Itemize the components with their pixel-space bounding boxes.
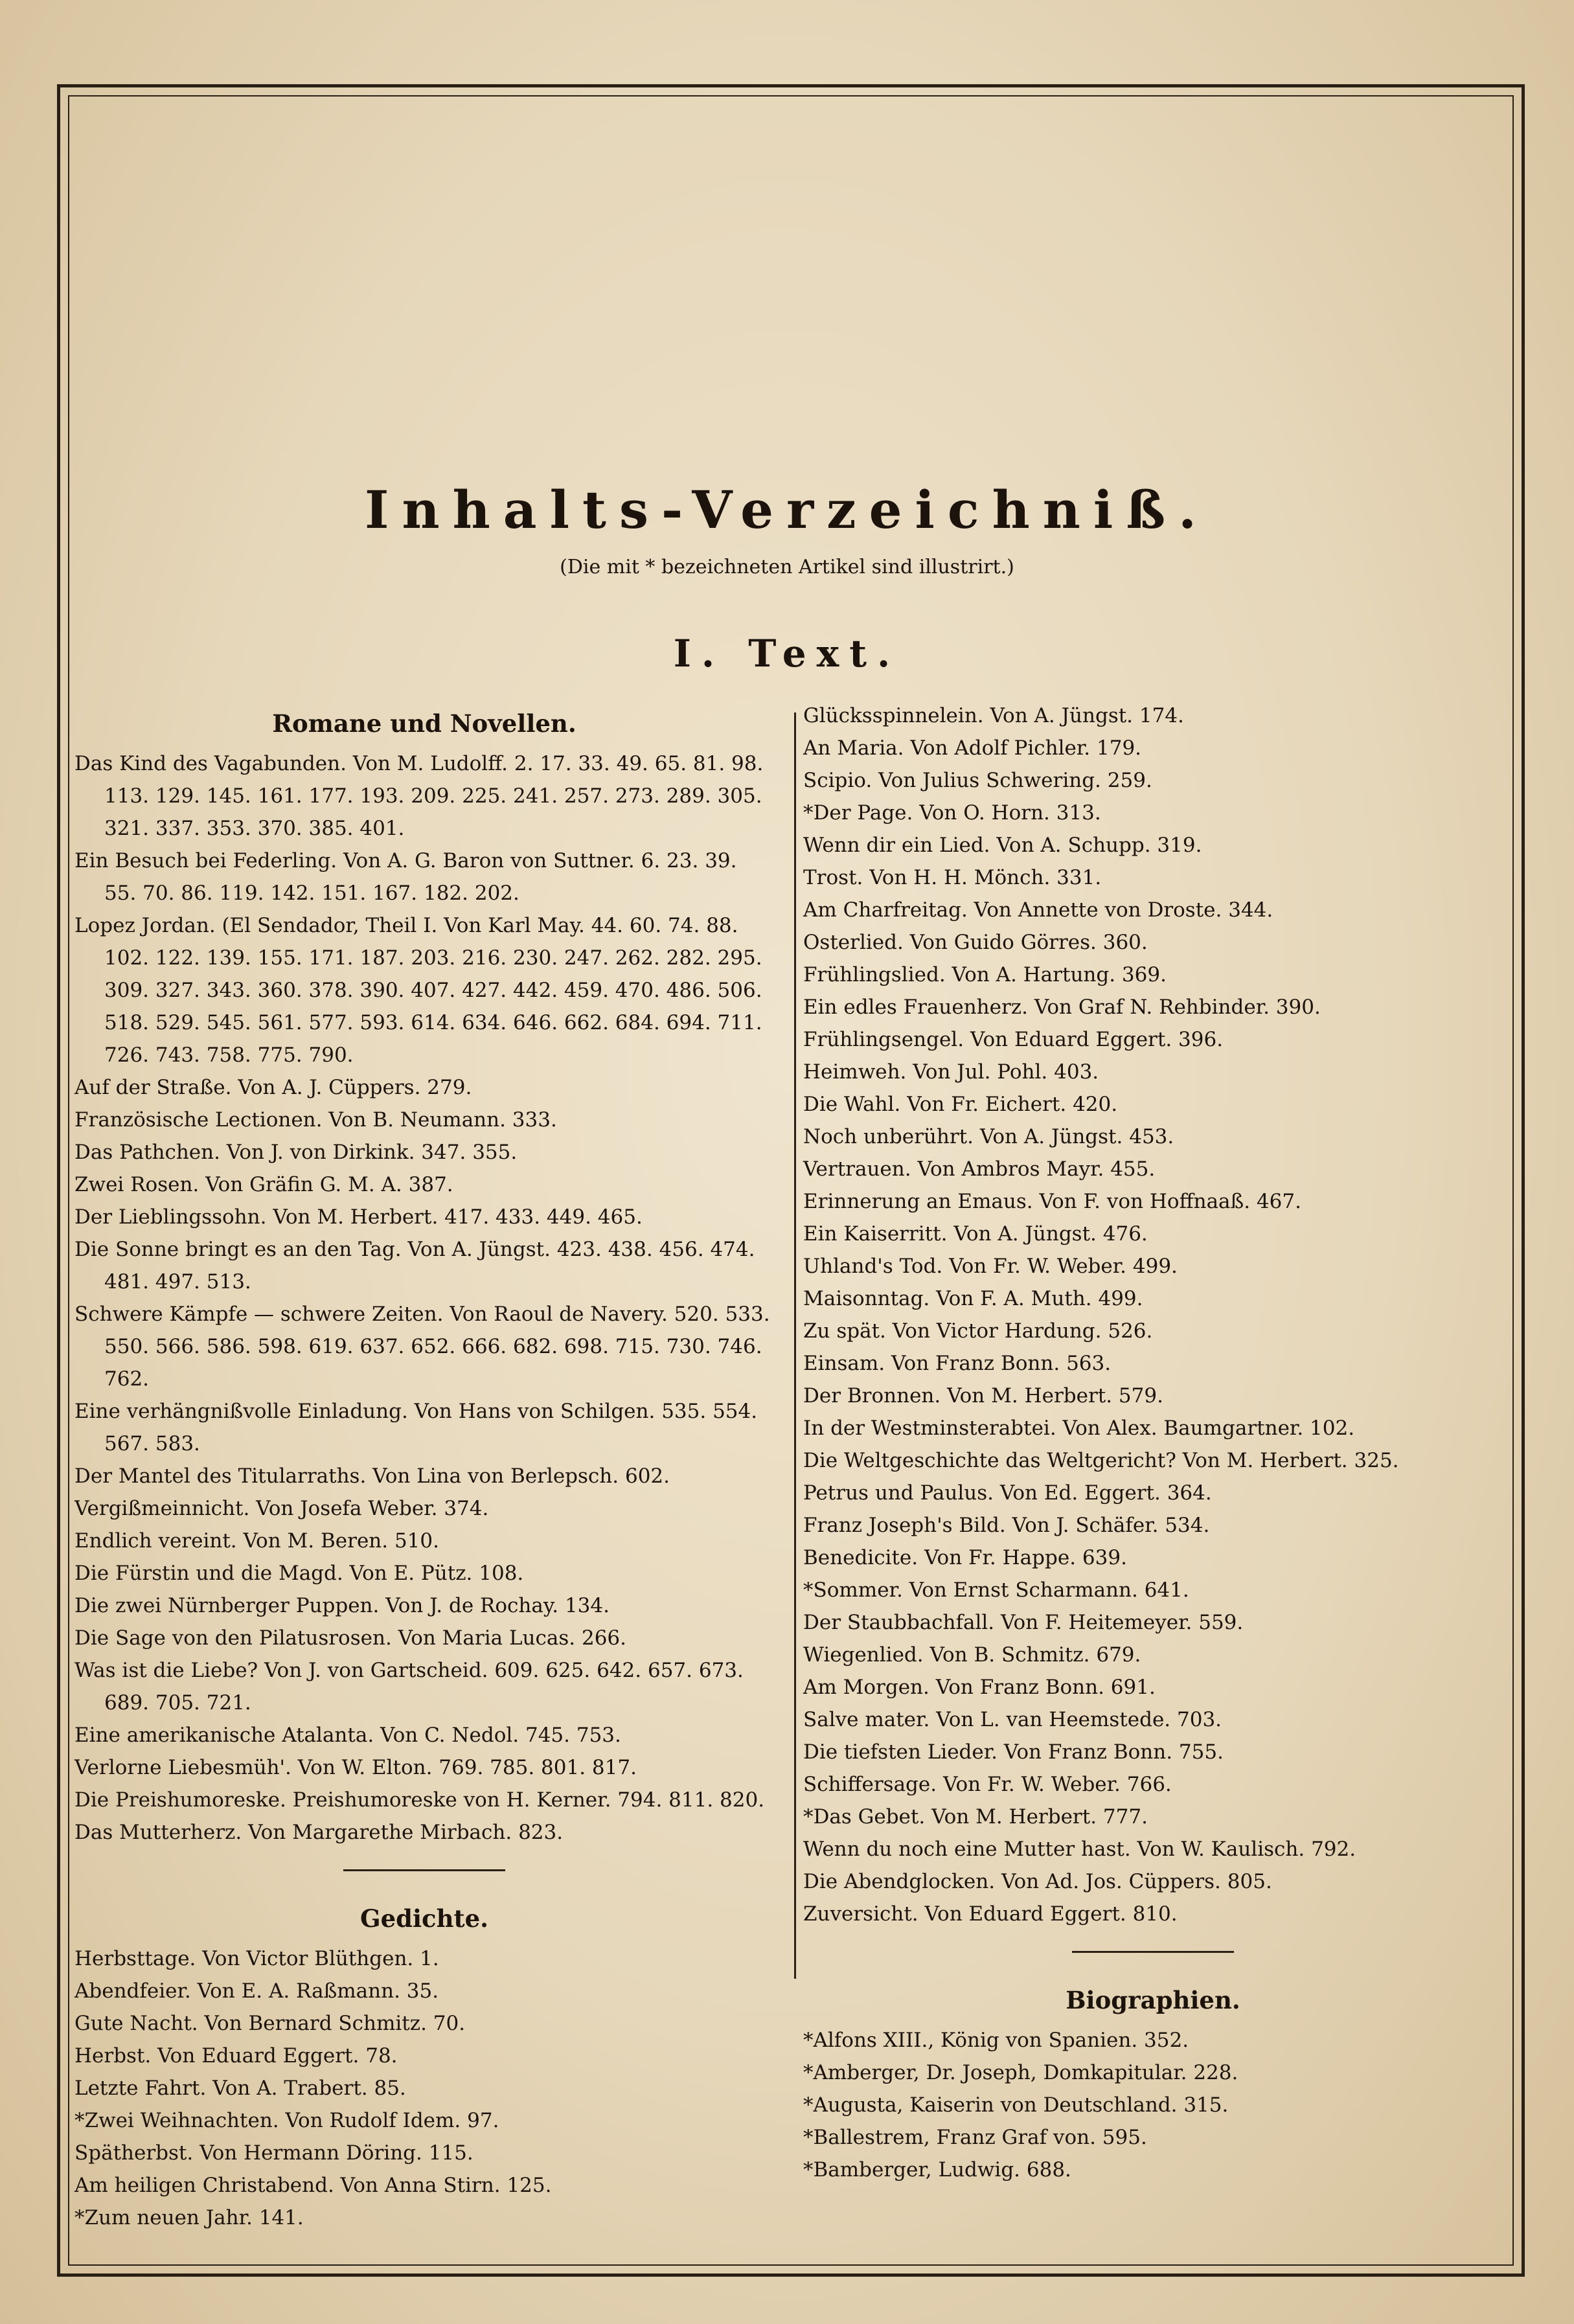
toc-entry: Franz Joseph's Bild. Von J. Schäfer. 534. [803, 1514, 1210, 1537]
toc-entry: Frühlingsengel. Von Eduard Eggert. 396. [803, 1028, 1224, 1051]
toc-entry: Die Weltgeschichte das Weltgericht? Von M. Herbert. 325. [803, 1449, 1399, 1472]
toc-entry: Salve mater. Von L. van Heemstede. 703. [803, 1708, 1222, 1731]
toc-entry: Herbst. Von Eduard Eggert. 78. [74, 2044, 398, 2068]
toc-entry: Verlorne Liebesmüh'. Von W. Elton. 769. 785. 801. 817. [74, 1756, 637, 1779]
toc-entry: Wiegenlied. Von B. Schmitz. 679. [803, 1643, 1141, 1667]
right-column [803, 700, 1503, 2186]
toc-entry: Die Preishumoreske. Preishumoreske von H. Kerner. 794. 811. 820. [74, 1788, 765, 1812]
toc-entry: Die Wahl. Von Fr. Eichert. 420. [803, 1093, 1118, 1116]
toc-entry: An Maria. Von Adolf Pichler. 179. [803, 736, 1142, 760]
toc-entry: Am Morgen. Von Franz Bonn. 691. [803, 1676, 1156, 1699]
page-title: Inhalts-Verzeichniß. [365, 479, 1209, 540]
toc-entry: Der Bronnen. Von M. Herbert. 579. [803, 1384, 1163, 1407]
section-heading-biographien: Biographien. [1066, 1986, 1240, 2014]
toc-entry: Das Kind des Vagabunden. Von M. Ludolff. 2. 17. 33. 49. 65. 81. 98. 113. 129. 145. 161. 177. 193. 209. 225. 241. 257. 273. 289. 305. 321. 337. 353. 370. 385. 401. [74, 752, 764, 840]
toc-entry: Vergißmeinnicht. Von Josefa Weber. 374. [74, 1497, 489, 1520]
toc-entry: *Zwei Weihnachten. Von Rudolf Idem. 97. [74, 2109, 499, 2132]
toc-entry: *Amberger, Dr. Joseph, Domkapitular. 228. [803, 2061, 1238, 2084]
toc-entry: Osterlied. Von Guido Görres. 360. [803, 931, 1148, 954]
biographien-list [803, 2024, 1503, 2186]
toc-entry: Vertrauen. Von Ambros Mayr. 455. [803, 1157, 1156, 1181]
page-subtitle: (Die mit * bezeichneten Artikel sind illustrirt.) [560, 556, 1014, 578]
toc-entry: Ein Kaiserritt. Von A. Jüngst. 476. [803, 1222, 1148, 1246]
toc-entry: Das Mutterherz. Von Margarethe Mirbach. 823. [74, 1821, 564, 1844]
toc-entry: Letzte Fahrt. Von A. Trabert. 85. [74, 2077, 406, 2100]
left-column [74, 700, 774, 2234]
toc-entry: Noch unberührt. Von A. Jüngst. 453. [803, 1125, 1174, 1148]
toc-entry: Spätherbst. Von Hermann Döring. 115. [74, 2141, 473, 2165]
toc-entry: Wenn du noch eine Mutter hast. Von W. Kaulisch. 792. [803, 1838, 1356, 1861]
column-divider [794, 712, 796, 1979]
toc-entry: Am heiligen Christabend. Von Anna Stirn. 125. [74, 2174, 552, 2197]
toc-entry: Der Staubbachfall. Von F. Heitemeyer. 559. [803, 1611, 1244, 1634]
toc-entry: Die tiefsten Lieder. Von Franz Bonn. 755. [803, 1740, 1224, 1764]
romane-list [74, 747, 774, 1849]
toc-entry: Eine amerikanische Atalanta. Von C. Nedol. 745. 753. [74, 1724, 621, 1747]
toc-entry: *Sommer. Von Ernst Scharmann. 641. [803, 1578, 1189, 1602]
toc-entry: Scipio. Von Julius Schwering. 259. [803, 769, 1152, 792]
toc-entry: Petrus und Paulus. Von Ed. Eggert. 364. [803, 1481, 1212, 1505]
toc-entry: Auf der Straße. Von A. J. Cüppers. 279. [74, 1076, 472, 1099]
gedichte-list [74, 1942, 774, 2234]
toc-entry: Frühlingslied. Von A. Hartung. 369. [803, 963, 1167, 986]
toc-entry: *Alfons XIII., König von Spanien. 352. [803, 2029, 1189, 2052]
toc-entry: Benedicite. Von Fr. Happe. 639. [803, 1546, 1127, 1569]
toc-entry: In der Westminsterabtei. Von Alex. Baumgartner. 102. [803, 1417, 1355, 1440]
toc-entry: Maisonntag. Von F. A. Muth. 499. [803, 1287, 1143, 1310]
toc-entry: Zuversicht. Von Eduard Eggert. 810. [803, 1902, 1178, 1926]
toc-entry: Zwei Rosen. Von Gräfin G. M. A. 387. [74, 1173, 453, 1196]
toc-entry: *Ballestrem, Franz Graf von. 595. [803, 2126, 1147, 2149]
toc-entry: Erinnerung an Emaus. Von F. von Hoffnaaß. 467. [803, 1190, 1301, 1213]
toc-entry: Heimweh. Von Jul. Pohl. 403. [803, 1060, 1099, 1084]
toc-entry: Die Abendglocken. Von Ad. Jos. Cüppers. 805. [803, 1870, 1272, 1893]
toc-entry: *Das Gebet. Von M. Herbert. 777. [803, 1805, 1148, 1828]
toc-entry: Glücksspinnelein. Von A. Jüngst. 174. [803, 704, 1184, 727]
toc-entry: Uhland's Tod. Von Fr. W. Weber. 499. [803, 1255, 1178, 1278]
toc-entry: Der Lieblingssohn. Von M. Herbert. 417. 433. 449. 465. [74, 1205, 643, 1229]
toc-entry: Die zwei Nürnberger Puppen. Von J. de Rochay. 134. [74, 1594, 610, 1617]
toc-entry: *Bamberger, Ludwig. 688. [803, 2158, 1071, 2182]
section-rule [343, 1869, 505, 1871]
gedichte-continued-list [803, 700, 1503, 1930]
toc-entry: Zu spät. Von Victor Hardung. 526. [803, 1319, 1153, 1343]
toc-entry: Schiffersage. Von Fr. W. Weber. 766. [803, 1773, 1172, 1796]
toc-entry: Die Sage von den Pilatusrosen. Von Maria Lucas. 266. [74, 1626, 627, 1650]
part-heading: I. Text. [673, 632, 901, 676]
toc-entry: Endlich vereint. Von M. Beren. 510. [74, 1529, 439, 1553]
toc-entry: Ein Besuch bei Federling. Von A. G. Baron von Suttner. 6. 23. 39. 55. 70. 86. 119. 142. 151. 167. 182. 202. [74, 849, 737, 905]
toc-entry: Am Charfreitag. Von Annette von Droste. 344. [803, 898, 1273, 922]
toc-entry: Die Fürstin und die Magd. Von E. Pütz. 108. [74, 1562, 524, 1585]
toc-entry: Gute Nacht. Von Bernard Schmitz. 70. [74, 2012, 466, 2035]
toc-entry: Wenn dir ein Lied. Von A. Schupp. 319. [803, 834, 1202, 857]
toc-entry: *Augusta, Kaiserin von Deutschland. 315. [803, 2093, 1229, 2117]
toc-entry: Die Sonne bringt es an den Tag. Von A. Jüngst. 423. 438. 456. 474. 481. 497. 513. [74, 1238, 755, 1293]
toc-entry: Französische Lectionen. Von B. Neumann. 333. [74, 1108, 557, 1132]
toc-entry: Abendfeier. Von E. A. Raßmann. 35. [74, 1979, 439, 2003]
toc-entry: Lopez Jordan. (El Sendador, Theil I. Von Karl May. 44. 60. 74. 88. 102. 122. 139. 155. 171. 187. 203. 216. 230. 247. 262. 282. 295. 309. 327. 343. 360. 378. 390. 407. 427. 442. 459. 470. 486. 506. 518. 529. 545. 561. 577. 593. 614. 634. 646. 662. 684. 694. 711. 726. 743. 758. 775. 790. [74, 914, 762, 1067]
section-heading-romane: Romane und Novellen. [272, 709, 576, 738]
toc-entry: *Der Page. Von O. Horn. 313. [803, 801, 1101, 825]
toc-entry: Der Mantel des Titularraths. Von Lina von Berlepsch. 602. [74, 1464, 670, 1488]
toc-entry: Trost. Von H. H. Mönch. 331. [803, 866, 1102, 889]
toc-entry: Ein edles Frauenherz. Von Graf N. Rehbinder. 390. [803, 996, 1321, 1019]
toc-entry: Schwere Kämpfe — schwere Zeiten. Von Raoul de Navery. 520. 533. 550. 566. 586. 598. 619. 637. 652. 666. 682. 698. 715. 730. 746. 762. [74, 1303, 770, 1391]
section-rule [1072, 1951, 1234, 1953]
toc-entry: Was ist die Liebe? Von J. von Gartscheid. 609. 625. 642. 657. 673. 689. 705. 721. [74, 1659, 744, 1715]
toc-entry: Das Pathchen. Von J. von Dirkink. 347. 355. [74, 1141, 518, 1164]
toc-entry: Eine verhängnißvolle Einladung. Von Hans von Schilgen. 535. 554. 567. 583. [74, 1400, 758, 1455]
toc-entry: Herbsttage. Von Victor Blüthgen. 1. [74, 1947, 439, 1970]
toc-entry: *Zum neuen Jahr. 141. [74, 2206, 304, 2229]
section-heading-gedichte: Gedichte. [359, 1904, 488, 1933]
toc-entry: Einsam. Von Franz Bonn. 563. [803, 1352, 1112, 1375]
